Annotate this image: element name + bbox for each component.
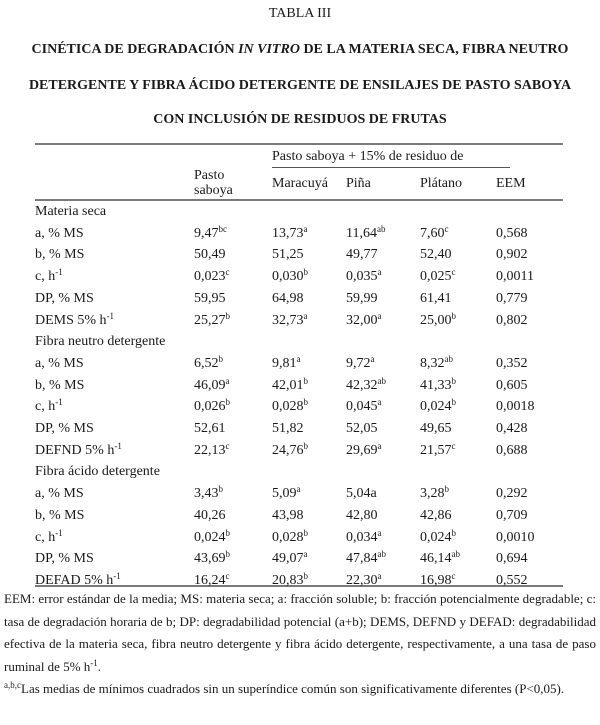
cell-value: 7,60 (420, 225, 445, 241)
cell-value: 25,00 (420, 312, 452, 328)
cell-superscript: b (218, 353, 223, 364)
table-cell (420, 247, 452, 263)
note-sup: -1 (90, 657, 98, 668)
col-header-platano: Plátano (420, 176, 462, 191)
cell-value: 42,01 (272, 377, 304, 393)
row-label-sup: -1 (113, 570, 121, 581)
cell-value: 16,98 (420, 572, 452, 588)
caption-line-1 (0, 42, 600, 58)
cell-value: 0,709 (496, 507, 528, 523)
cell-value: 9,72 (346, 355, 371, 371)
cell-value: 51,82 (272, 421, 304, 436)
table-cell (420, 269, 456, 285)
cell-superscript: b (303, 440, 308, 451)
table-cell (496, 421, 528, 437)
col-header-control-line1: Pasto (194, 168, 225, 183)
table-cell (346, 570, 382, 589)
cell-value: 0,024 (194, 529, 226, 545)
table-cell (272, 269, 308, 285)
table-cell (346, 247, 378, 263)
row-label-sup: -1 (114, 440, 122, 451)
cell-value: 0,023 (194, 269, 226, 285)
cell-value: 20,83 (272, 572, 304, 588)
table-cell (496, 269, 534, 285)
table-top-rule (35, 143, 563, 145)
table-cell (346, 421, 378, 437)
row-label-sup: -1 (55, 267, 63, 278)
table-cell (496, 508, 528, 524)
table-cell (272, 440, 308, 459)
table-cell (346, 399, 382, 415)
cell-value: 0,428 (496, 421, 528, 436)
row-label-text: c, h (35, 529, 56, 545)
table-cell (272, 527, 308, 546)
row-label-sup: -1 (106, 310, 115, 321)
cell-value: 0,0010 (496, 529, 535, 545)
cell-value: 52,40 (420, 247, 452, 263)
cell-value: 9,81 (272, 355, 297, 371)
cell-value: 0,028 (272, 399, 304, 415)
row-label (35, 440, 122, 459)
row-label (35, 508, 84, 524)
section-title: Materia seca (35, 204, 107, 219)
cell-superscript: c (225, 570, 230, 581)
table-cell (194, 551, 230, 567)
table-cell (194, 375, 230, 394)
table-cell (346, 310, 382, 329)
row-label (35, 486, 84, 502)
cell-superscript: b (303, 570, 308, 581)
cell-superscript: ab (444, 353, 453, 364)
table-cell (272, 399, 308, 415)
table-cell (496, 443, 528, 459)
table-cell (194, 440, 230, 459)
row-label-text: a, % MS (35, 355, 84, 371)
table-cell (420, 310, 456, 329)
cell-superscript: b (303, 527, 308, 538)
table-cell (420, 353, 453, 372)
cell-superscript: a (303, 223, 308, 234)
table-cell (420, 508, 452, 524)
table-cell (194, 269, 230, 285)
cell-value: 0,605 (496, 377, 528, 393)
row-label-text: b, % MS (35, 247, 85, 263)
cell-value: 50,49 (194, 247, 226, 263)
table-cell (194, 291, 226, 307)
table-cell (496, 573, 528, 589)
row-label-text: c, h (35, 269, 56, 285)
row-label (35, 226, 84, 242)
cell-value: 0,026 (194, 399, 226, 415)
table-cell (194, 399, 230, 415)
cell-value: 49,07 (272, 551, 304, 567)
cell-superscript: b (225, 527, 230, 538)
cell-value: 22,30 (346, 572, 378, 588)
section-title: Fibra neutro detergente (35, 334, 166, 350)
cell-value: 0,568 (496, 225, 528, 241)
row-label-sup: -1 (55, 527, 63, 538)
cell-value: 0,552 (496, 572, 528, 588)
table-cell (420, 421, 452, 437)
row-label-text: DP, % MS (35, 421, 94, 436)
cell-value: 42,80 (346, 507, 378, 523)
table-cell (346, 291, 378, 307)
cell-value: 3,43 (194, 486, 219, 502)
cell-superscript: a (370, 353, 375, 364)
cell-value: 0,024 (420, 529, 452, 545)
note-text: . (97, 658, 102, 674)
table-cell (496, 530, 535, 546)
col-header-eem: EEM (496, 176, 526, 191)
table-cell (496, 291, 528, 307)
cell-value: 0,028 (272, 529, 304, 545)
table-cell (272, 486, 301, 502)
cell-value: 24,76 (272, 442, 304, 458)
table-cell (496, 356, 528, 372)
cell-value: 41,33 (420, 377, 452, 393)
cell-value: 59,95 (194, 290, 226, 306)
table-cell (194, 570, 230, 589)
note-text: Las medias de mínimos cuadrados sin un superíndice común son significativamente diferentes (P<0,05). (21, 681, 565, 696)
row-label-text: b, % MS (35, 377, 85, 393)
table-cell (420, 527, 456, 546)
cell-value: 5,09 (272, 486, 297, 502)
row-label-text: DEFND 5% h (35, 442, 115, 458)
cell-value: 16,24 (194, 572, 226, 588)
cell-superscript: c (225, 440, 230, 451)
cell-value: 3,28 (420, 486, 445, 502)
table-cell (272, 223, 308, 242)
table-cell (272, 375, 308, 394)
table-cell (420, 486, 449, 502)
table-cell (420, 570, 456, 589)
abbreviations-note (4, 588, 596, 678)
row-label (35, 269, 63, 285)
cell-value: 0,694 (496, 551, 528, 567)
cell-superscript: b (303, 375, 308, 386)
table-label: TABLA III (268, 6, 332, 21)
row-label (35, 551, 94, 567)
table-cell (496, 551, 528, 567)
cell-superscript: ab (451, 549, 460, 560)
cell-superscript: b (225, 549, 230, 560)
table-cell (496, 313, 528, 329)
cell-superscript: b (451, 397, 456, 408)
table-cell (346, 527, 382, 546)
col-header-maracuya: Maracuyá (272, 176, 328, 191)
row-label (35, 527, 63, 546)
cell-superscript: b (225, 397, 230, 408)
cell-value: 11,64 (346, 225, 377, 241)
cell-superscript: a (296, 484, 301, 495)
table-cell (420, 440, 456, 459)
table-cell (346, 375, 386, 394)
cell-value: 43,98 (272, 507, 304, 523)
row-label (35, 399, 63, 415)
row-label-text: DP, % MS (35, 290, 94, 306)
note-sup: a,b,c (4, 680, 21, 690)
table-cell (496, 378, 528, 394)
cell-value: 0,802 (496, 312, 528, 328)
cell-superscript: c (444, 223, 449, 234)
row-label (35, 247, 84, 263)
cell-value: 0,025 (420, 269, 452, 285)
cell-value: 42,32 (346, 377, 378, 393)
cell-superscript: c (451, 440, 456, 451)
cell-value: 0,902 (496, 247, 528, 263)
table-cell (272, 551, 308, 567)
cell-value: 43,69 (194, 551, 226, 567)
table-cell (272, 421, 304, 437)
table-cell (496, 486, 528, 502)
row-label (35, 356, 84, 372)
cell-value: 0,030 (272, 269, 304, 285)
table-cell (346, 551, 386, 567)
cell-superscript: b (451, 527, 456, 538)
table-cell (496, 226, 528, 242)
row-label (35, 570, 121, 589)
cell-value: 8,32 (420, 355, 445, 371)
table-cell (346, 486, 377, 502)
row-label-text: DEFAD 5% h (35, 572, 114, 588)
table-cell (420, 223, 449, 242)
table-cell (194, 247, 226, 263)
cell-value: 22,13 (194, 442, 226, 458)
caption-line-2: DETERGENTE Y FIBRA ÁCIDO DETERGENTE DE ENSILAJES DE PASTO SABOYA (28, 78, 572, 93)
row-label (35, 421, 94, 437)
caption-line-3: CON INCLUSIÓN DE RESIDUOS DE FRUTAS (153, 112, 447, 127)
table-cell (272, 247, 304, 263)
table-cell (194, 421, 226, 437)
cell-value: 61,41 (420, 290, 452, 306)
table-cell (194, 508, 226, 524)
row-label (35, 310, 115, 329)
cell-value: 49,77 (346, 247, 378, 263)
table-cell (346, 508, 378, 524)
table-cell (272, 508, 304, 524)
section-title: Fibra ácido detergente (35, 464, 160, 480)
cell-superscript: a (377, 267, 382, 278)
cell-value: 46,09 (194, 377, 226, 393)
table-notes (4, 588, 596, 701)
cell-value: 0,292 (496, 486, 528, 502)
row-label-text: a, % MS (35, 225, 84, 241)
table-cell (496, 247, 528, 263)
cell-value: 21,57 (420, 442, 452, 458)
cell-value: 40,26 (194, 507, 226, 523)
col-header-control-line2: saboya (194, 183, 233, 198)
cell-value: 52,61 (194, 421, 226, 436)
table-cell (272, 570, 308, 589)
table-cell (272, 291, 304, 307)
cell-superscript: c (451, 267, 456, 278)
caption-text: DE LA MATERIA SECA, FIBRA NEUTRO (299, 42, 569, 57)
table-cell (194, 223, 227, 242)
row-label-text: b, % MS (35, 507, 85, 523)
table-cell (420, 375, 456, 394)
cell-value: 0,0011 (496, 269, 534, 285)
row-label-text: DP, % MS (35, 551, 94, 567)
cell-superscript: b (218, 484, 223, 495)
cell-value: 52,05 (346, 421, 378, 436)
table-cell (272, 353, 301, 372)
cell-value: 0,779 (496, 290, 528, 306)
note-text: EEM: error estándar de la media; MS: materia seca; a: fracción soluble; b: fracción potencialmente degradable; c: tasa de degradación horaria de b; DP: degradabilidad potencial (a+b); DEMS, DEFND y DEFAD: degradabilidad efectiva de la materia seca, fibra neutro detergente y fibra ácido detergente, respectivamente, a una tasa de paso ruminal de 5% h (4, 591, 596, 674)
cell-value: 0,688 (496, 442, 528, 458)
cell-superscript: a (303, 310, 308, 321)
table-cell (420, 551, 460, 567)
cell-value: 46,14 (420, 551, 452, 567)
significance-note (4, 678, 596, 701)
cell-value: 47,84 (346, 551, 378, 567)
group-header: Pasto saboya + 15% de residuo de (272, 149, 464, 164)
cell-value: 49,65 (420, 421, 452, 436)
cell-superscript: b (451, 375, 456, 386)
cell-superscript: b (303, 267, 308, 278)
table-cell (194, 486, 223, 502)
cell-superscript: ab (377, 375, 386, 386)
cell-value: 32,73 (272, 312, 304, 328)
cell-superscript: c (225, 267, 230, 278)
table-cell (346, 440, 382, 459)
cell-value: 64,98 (272, 290, 304, 306)
cell-superscript: a (377, 527, 382, 538)
table-cell (346, 223, 386, 242)
cell-superscript: c (451, 570, 456, 581)
cell-superscript: bc (218, 223, 227, 234)
cell-value: 5,04a (346, 486, 377, 502)
cell-value: 51,25 (272, 247, 304, 263)
table-cell (272, 310, 308, 329)
cell-value: 0,0018 (496, 399, 535, 415)
cell-superscript: ab (377, 549, 386, 560)
table-cell (194, 353, 223, 372)
row-label-text: c, h (35, 399, 56, 415)
row-label (35, 291, 94, 307)
cell-value: 9,47 (194, 225, 219, 241)
cell-value: 0,035 (346, 269, 378, 285)
cell-superscript: ab (376, 223, 386, 234)
cell-value: 0,352 (496, 355, 528, 371)
cell-superscript: b (303, 397, 308, 408)
cell-superscript: a (296, 353, 301, 364)
row-label-text: a, % MS (35, 486, 84, 502)
table-cell (420, 399, 456, 415)
row-label (35, 378, 84, 394)
cell-superscript: a (377, 570, 382, 581)
caption-italic-text: IN VITRO (238, 42, 300, 57)
table-cell (496, 399, 535, 415)
col-header-pina: Piña (346, 176, 371, 191)
table-cell (420, 291, 452, 307)
cell-value: 29,69 (346, 442, 378, 458)
table-cell (346, 353, 375, 372)
cell-value: 13,73 (272, 225, 304, 241)
cell-superscript: a (377, 440, 382, 451)
table-cell (194, 527, 230, 546)
cell-superscript: b (225, 310, 230, 321)
cell-superscript: a (303, 549, 308, 560)
cell-value: 0,034 (346, 529, 378, 545)
cell-value: 25,27 (194, 312, 226, 328)
header-bottom-rule (35, 199, 563, 201)
cell-value: 0,024 (420, 399, 452, 415)
table-cell (194, 310, 230, 329)
group-header-rule (272, 167, 510, 168)
row-label-text: DEMS 5% h (35, 312, 107, 328)
cell-superscript: b (444, 484, 449, 495)
table-cell (346, 269, 382, 285)
cell-superscript: a (225, 375, 230, 386)
caption-text: CINÉTICA DE DEGRADACIÓN (31, 42, 239, 57)
cell-value: 32,00 (346, 312, 378, 328)
row-label-sup: -1 (55, 397, 63, 408)
cell-value: 59,99 (346, 290, 378, 306)
cell-superscript: b (451, 310, 456, 321)
cell-superscript: a (377, 397, 382, 408)
cell-value: 0,045 (346, 399, 378, 415)
cell-value: 6,52 (194, 355, 219, 371)
cell-superscript: a (377, 310, 382, 321)
cell-value: 42,86 (420, 507, 452, 523)
